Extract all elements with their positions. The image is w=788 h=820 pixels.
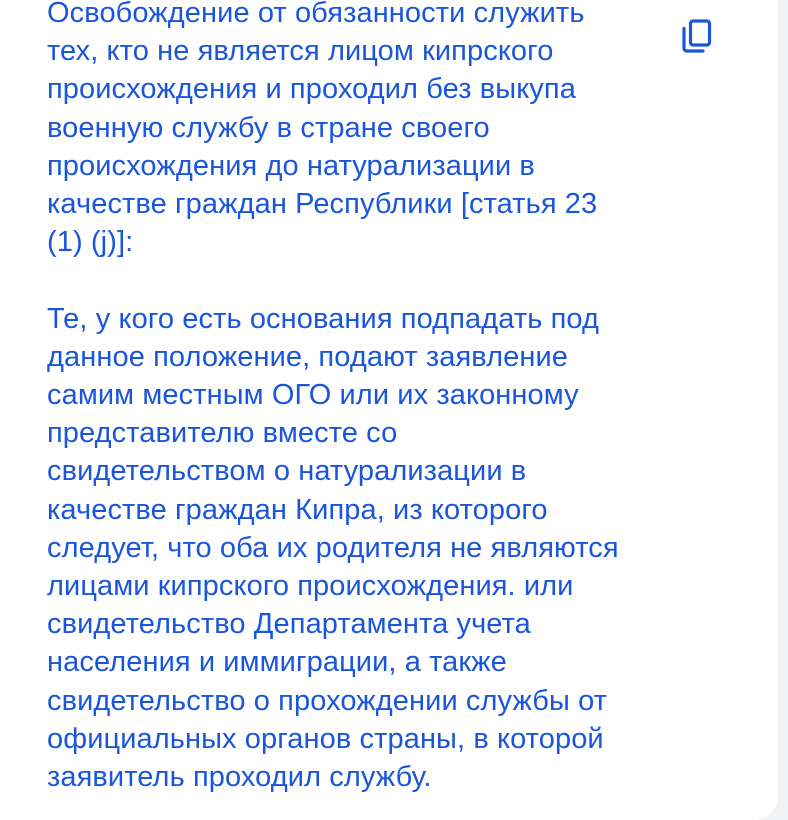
copy-icon <box>678 18 714 54</box>
translated-paragraph-1: Освобождение от обязанности служить тех, кто не является лицом кипрского происхождения и проходил без выкупа военную службу в стране своего происхождения до натурализации в качестве граждан Республики [статья 23 (1) (j)]: <box>47 0 598 259</box>
translated-paragraph-2: Те, у кого есть основания подпадать под данное положение, подают заявление самим местным ОГО или их законному представителю вместе со свидетельством о натурализации в качестве граждан Кипра, из которого следует, что оба их родителя не являются лицами кипрского происхождения. или свидетельство Департамента учета населения и иммиграции, а также свидетельство о прохождении службы от официальных органов страны, в которой заявитель проходил службу. <box>47 302 619 794</box>
translated-text[interactable] <box>47 0 667 796</box>
copy-button[interactable] <box>668 8 724 64</box>
